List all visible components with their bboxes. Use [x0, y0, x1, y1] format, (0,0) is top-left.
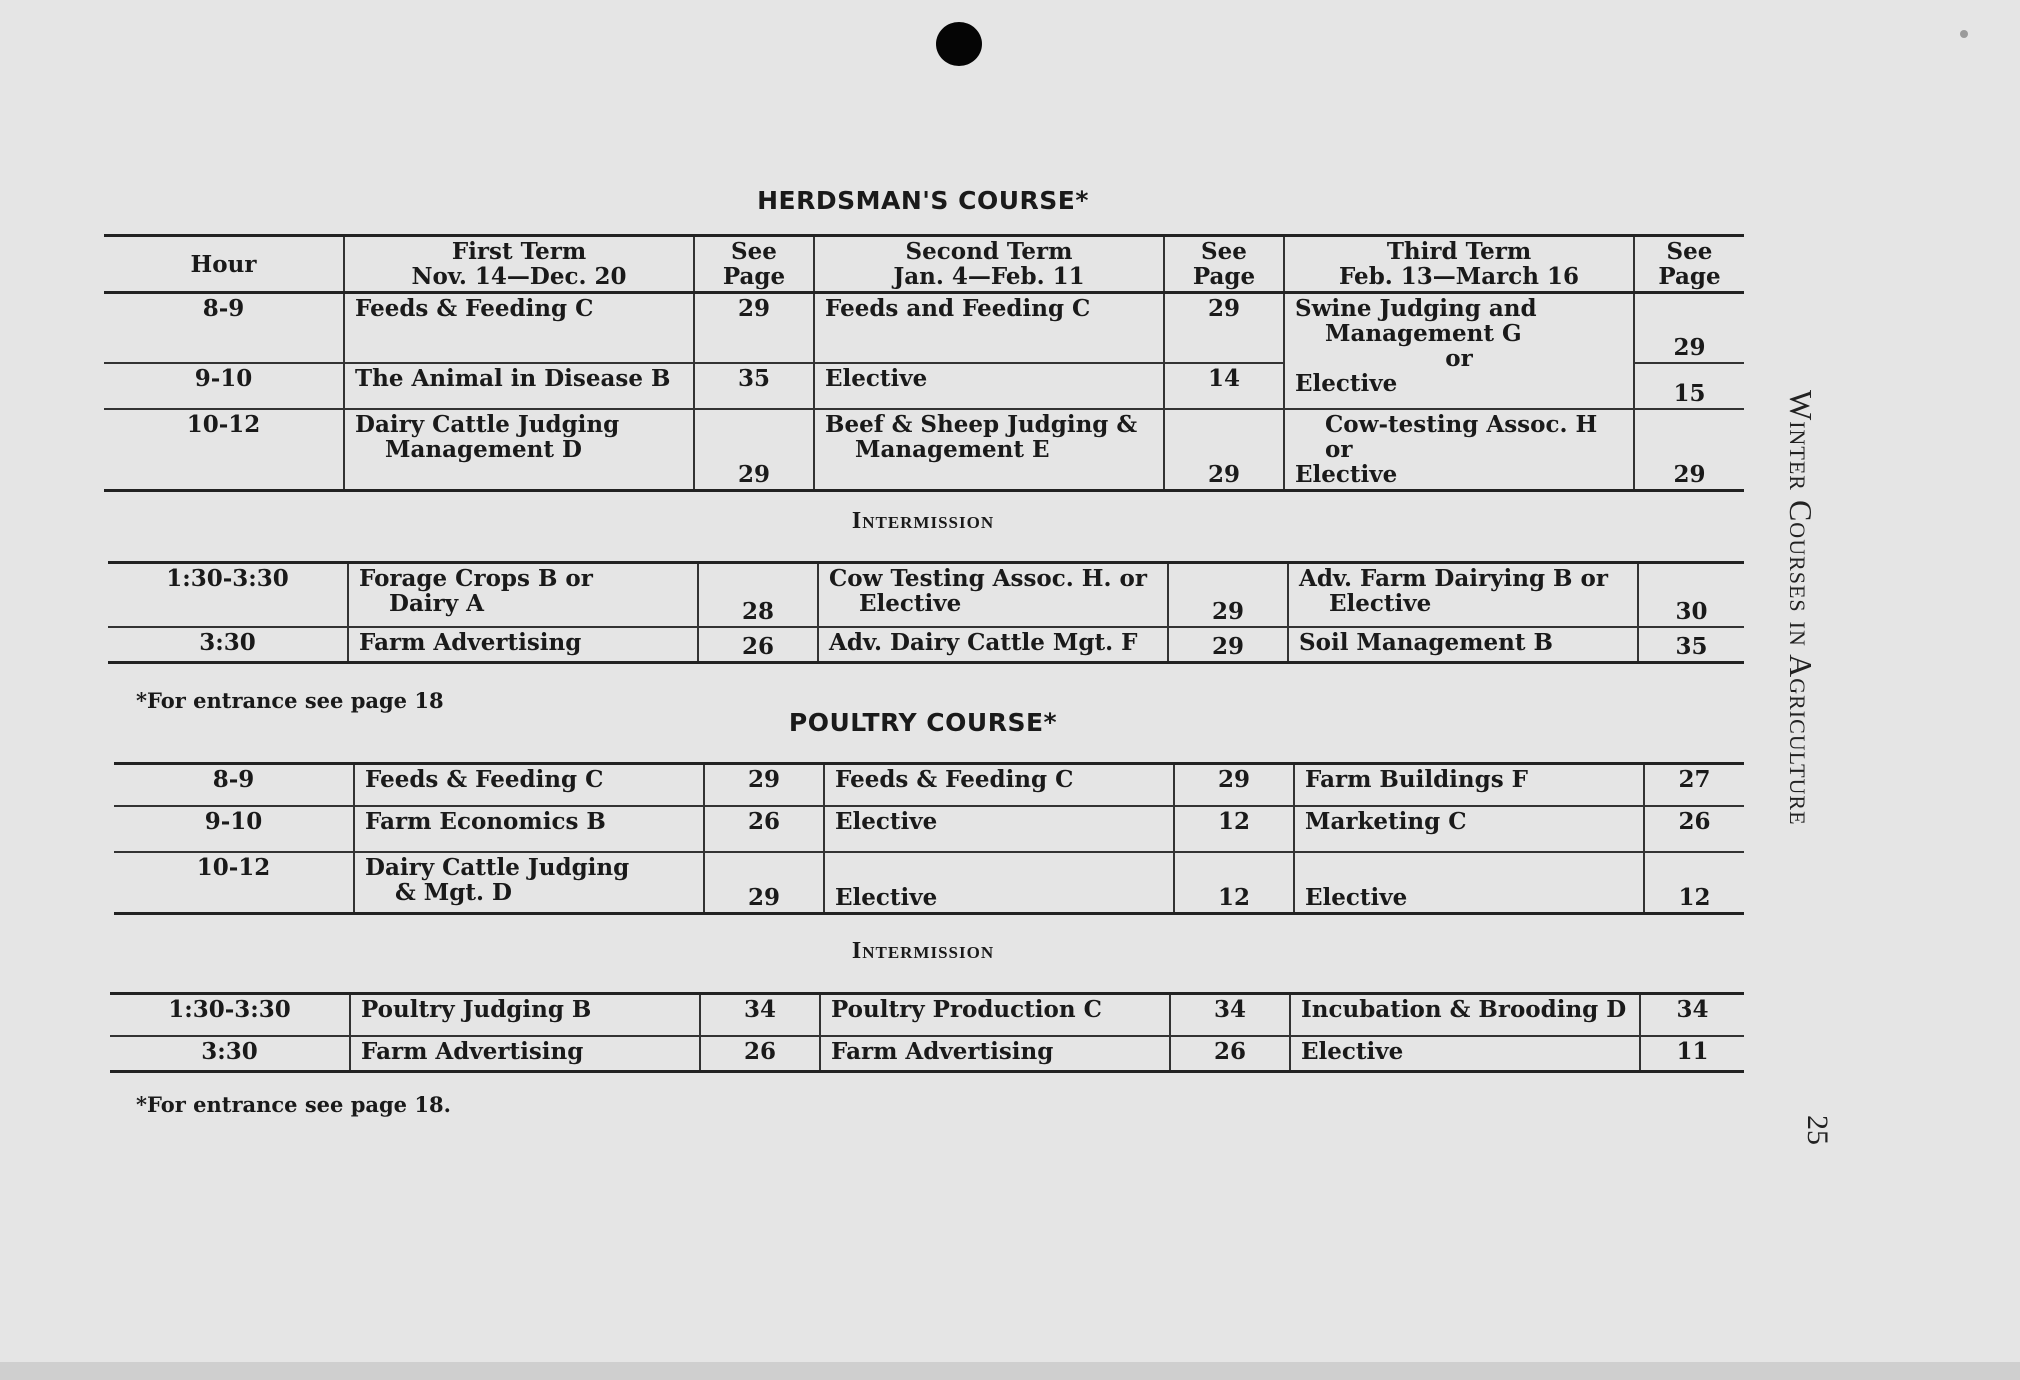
page-cell: 12: [1644, 852, 1744, 914]
page-cell: 28: [698, 563, 818, 627]
course-cell: Dairy Cattle Judging Management D: [344, 409, 694, 491]
course-cell: Feeds & Feeding C: [354, 764, 704, 806]
course-cell: Feeds & Feeding C: [824, 764, 1174, 806]
table-row: [110, 1036, 1744, 1072]
intermission-label: Intermission: [851, 508, 995, 534]
course-cell: Cow-testing Assoc. H or Elective: [1284, 409, 1634, 491]
page-cell: 29: [704, 852, 824, 914]
poultry-morning-table: [114, 762, 1744, 915]
third-term-header: Third Term Feb. 13—March 16: [1284, 236, 1634, 293]
see-page-header-3: See Page: [1634, 236, 1744, 293]
herdsman-footnote: *For entrance see page 18: [136, 688, 444, 713]
course-cell: Dairy Cattle Judging & Mgt. D: [354, 852, 704, 914]
table-row: [108, 563, 1744, 627]
page-cell: 14: [1164, 363, 1284, 409]
page-cell: 12: [1174, 806, 1294, 852]
herdsman-afternoon-table: [108, 561, 1744, 664]
course-cell: Elective: [824, 806, 1174, 852]
hour-cell: 3:30: [108, 627, 348, 663]
page-cell: 12: [1174, 852, 1294, 914]
course-cell: The Animal in Disease B: [344, 363, 694, 409]
page-cell: 26: [704, 806, 824, 852]
table-row: [114, 764, 1744, 806]
page-cell: 26: [1170, 1036, 1290, 1072]
course-cell: Poultry Production C: [820, 994, 1170, 1036]
course-cell: Marketing C: [1294, 806, 1644, 852]
speck: [1960, 30, 1968, 38]
page-cell: 29: [704, 764, 824, 806]
course-cell: Swine Judging and Management G or Elective: [1284, 293, 1634, 409]
hour-cell: 9-10: [104, 363, 344, 409]
hour-cell: 10-12: [104, 409, 344, 491]
course-cell: Soil Management B: [1288, 627, 1638, 663]
scan-edge: [0, 1362, 2020, 1380]
side-running-title: Winter Courses in Agriculture: [1783, 390, 1819, 826]
hour-cell: 9-10: [114, 806, 354, 852]
hour-cell: 10-12: [114, 852, 354, 914]
hour-cell: 3:30: [110, 1036, 350, 1072]
second-term-header: Second Term Jan. 4—Feb. 11: [814, 236, 1164, 293]
course-cell: Forage Crops B or Dairy A: [348, 563, 698, 627]
page-cell: 29: [1174, 764, 1294, 806]
table-row: [114, 806, 1744, 852]
page-cell: 35: [694, 363, 814, 409]
course-cell: Cow Testing Assoc. H. or Elective: [818, 563, 1168, 627]
course-cell: Poultry Judging B: [350, 994, 700, 1036]
page-cell: 26: [1644, 806, 1744, 852]
page-cell: 29: [1168, 627, 1288, 663]
course-cell: Elective: [1294, 852, 1644, 914]
page-cell: 27: [1644, 764, 1744, 806]
course-cell: Farm Advertising: [820, 1036, 1170, 1072]
course-cell: Elective: [814, 363, 1164, 409]
herdsman-morning-table: [104, 234, 1744, 492]
page-cell: 29: [694, 293, 814, 363]
page-cell: 35: [1638, 627, 1744, 663]
punch-hole: [936, 22, 982, 66]
page-cell: 29: [1168, 563, 1288, 627]
page-cell: 11: [1640, 1036, 1744, 1072]
course-cell: Farm Advertising: [350, 1036, 700, 1072]
hour-cell: 8-9: [104, 293, 344, 363]
see-page-header-2: See Page: [1164, 236, 1284, 293]
course-cell: Feeds and Feeding C: [814, 293, 1164, 363]
table-row: [104, 293, 1744, 363]
course-cell: Feeds & Feeding C: [344, 293, 694, 363]
page-cell: 29: [1634, 293, 1744, 363]
header-row: [104, 236, 1744, 293]
table-row: [104, 409, 1744, 491]
poultry-course-title: POULTRY COURSE*: [788, 708, 1058, 737]
hour-cell: 1:30-3:30: [166, 565, 289, 592]
intermission-label-poultry: Intermission: [851, 938, 995, 964]
page-cell: 26: [698, 627, 818, 663]
course-cell: Farm Advertising: [348, 627, 698, 663]
course-cell: Elective: [1290, 1036, 1640, 1072]
table-row: [114, 852, 1744, 914]
table-row: [110, 994, 1744, 1036]
page-cell: 26: [700, 1036, 820, 1072]
see-page-header-1: See Page: [694, 236, 814, 293]
page-cell: 29: [694, 409, 814, 491]
page-cell: 29: [1164, 293, 1284, 363]
page-cell: 30: [1638, 563, 1744, 627]
course-cell: Elective: [824, 852, 1174, 914]
page-cell: 34: [700, 994, 820, 1036]
first-term-header: First Term Nov. 14—Dec. 20: [344, 236, 694, 293]
hour-cell: 8-9: [212, 766, 255, 793]
table-row: [108, 627, 1744, 663]
page-cell: 34: [1640, 994, 1744, 1036]
page-cell: 15: [1634, 363, 1744, 409]
poultry-afternoon-table: [110, 992, 1744, 1073]
page-cell: 34: [1170, 994, 1290, 1036]
course-cell: Farm Buildings F: [1294, 764, 1644, 806]
course-cell: Farm Economics B: [354, 806, 704, 852]
course-cell: Adv. Farm Dairying B or Elective: [1288, 563, 1638, 627]
herdsman-course-title: HERDSMAN'S COURSE*: [757, 186, 1089, 215]
course-cell: Adv. Dairy Cattle Mgt. F: [818, 627, 1168, 663]
poultry-footnote: *For entrance see page 18.: [136, 1092, 451, 1117]
course-cell: Beef & Sheep Judging & Management E: [814, 409, 1164, 491]
hour-header: Hour: [104, 236, 344, 293]
page-cell: 29: [1164, 409, 1284, 491]
page-cell: 29: [1634, 409, 1744, 491]
course-cell: Incubation & Brooding D: [1290, 994, 1640, 1036]
page-number: 25: [1801, 1115, 1834, 1145]
hour-cell: 1:30-3:30: [168, 996, 291, 1023]
